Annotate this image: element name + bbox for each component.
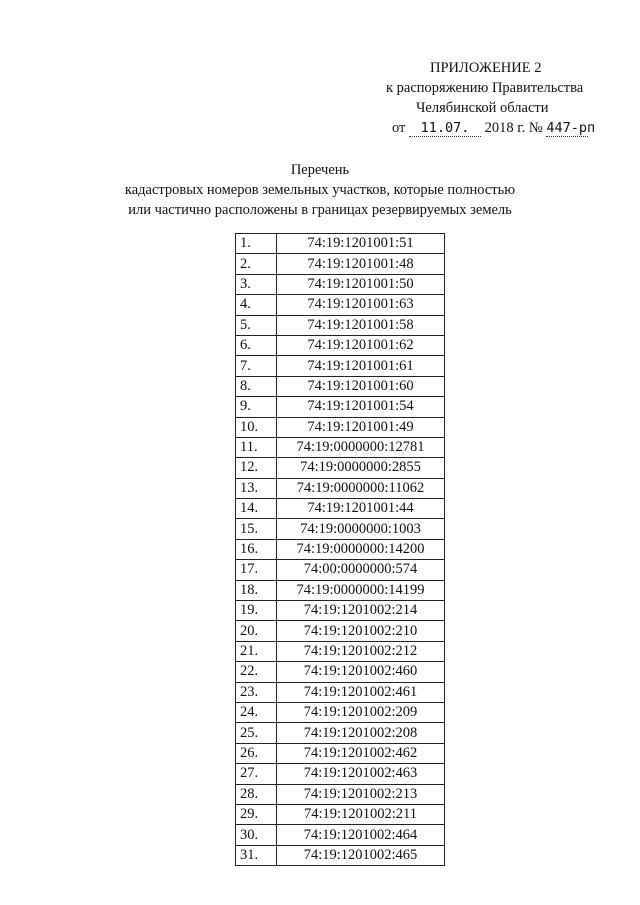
cadastral-number: 74:19:1201002:464 <box>277 825 445 845</box>
order-number: 447-рп <box>546 120 596 136</box>
heading-line-2: кадастровых номеров земельных участков, которые полностью <box>124 182 516 198</box>
table-row <box>236 356 445 376</box>
table-row <box>236 417 445 437</box>
row-number: 26. <box>236 743 277 763</box>
row-number: 8. <box>236 376 277 396</box>
table-row <box>236 519 445 539</box>
cadastral-number: 74:19:1201002:462 <box>277 743 445 763</box>
cadastral-number: 74:19:0000000:12781 <box>277 437 445 457</box>
table-row <box>236 641 445 661</box>
row-number: 21. <box>236 641 277 661</box>
table-row <box>236 743 445 763</box>
appendix-date-line <box>372 118 612 140</box>
table-row <box>236 662 445 682</box>
row-number: 27. <box>236 764 277 784</box>
row-number: 4. <box>236 295 277 315</box>
cadastral-number: 74:19:1201001:61 <box>277 356 445 376</box>
cadastral-table-body <box>236 234 445 866</box>
cadastral-number: 74:19:1201002:211 <box>277 804 445 824</box>
table-row <box>236 601 445 621</box>
row-number: 24. <box>236 702 277 722</box>
cadastral-number: 74:19:1201001:48 <box>277 254 445 274</box>
table-row <box>236 478 445 498</box>
row-number: 1. <box>236 234 277 254</box>
row-number: 7. <box>236 356 277 376</box>
cadastral-number: 74:19:0000000:14199 <box>277 580 445 600</box>
table-row <box>236 335 445 355</box>
table-row <box>236 702 445 722</box>
row-number: 18. <box>236 580 277 600</box>
appendix-order-line: к распоряжению Правительства <box>386 80 584 96</box>
row-number: 5. <box>236 315 277 335</box>
row-number: 12. <box>236 458 277 478</box>
table-row <box>236 315 445 335</box>
row-number: 14. <box>236 499 277 519</box>
cadastral-number: 74:19:1201001:54 <box>277 397 445 417</box>
table-row <box>236 376 445 396</box>
table-row <box>236 458 445 478</box>
row-number: 20. <box>236 621 277 641</box>
row-number: 29. <box>236 804 277 824</box>
cadastral-number: 74:19:1201001:51 <box>277 234 445 254</box>
cadastral-number: 74:19:0000000:11062 <box>277 478 445 498</box>
row-number: 23. <box>236 682 277 702</box>
table-row <box>236 274 445 294</box>
cadastral-number: 74:19:1201001:44 <box>277 499 445 519</box>
cadastral-number: 74:19:1201001:62 <box>277 335 445 355</box>
table-row <box>236 784 445 804</box>
cadastral-number: 74:19:1201001:49 <box>277 417 445 437</box>
heading-title: Перечень <box>290 162 350 178</box>
table-row <box>236 723 445 743</box>
table-row <box>236 825 445 845</box>
row-number: 30. <box>236 825 277 845</box>
cadastral-number: 74:19:1201001:50 <box>277 274 445 294</box>
cadastral-number: 74:19:1201002:210 <box>277 621 445 641</box>
row-number: 31. <box>236 845 277 865</box>
row-number: 15. <box>236 519 277 539</box>
table-row <box>236 560 445 580</box>
row-number: 25. <box>236 723 277 743</box>
row-number: 16. <box>236 539 277 559</box>
cadastral-number: 74:19:1201002:463 <box>277 764 445 784</box>
cadastral-number: 74:19:0000000:2855 <box>277 458 445 478</box>
table-row <box>236 764 445 784</box>
row-number: 3. <box>236 274 277 294</box>
table-row <box>236 580 445 600</box>
year-label: 2018 г. № <box>484 120 543 136</box>
cadastral-table <box>235 233 445 866</box>
cadastral-number: 74:19:1201002:460 <box>277 662 445 682</box>
list-heading <box>80 160 560 220</box>
cadastral-number: 74:19:1201002:208 <box>277 723 445 743</box>
table-row <box>236 539 445 559</box>
table-row <box>236 254 445 274</box>
cadastral-number: 74:00:0000000:574 <box>277 560 445 580</box>
cadastral-number: 74:19:0000000:14200 <box>277 539 445 559</box>
appendix-title: ПРИЛОЖЕНИЕ 2 <box>430 60 542 76</box>
table-row <box>236 295 445 315</box>
cadastral-number: 74:19:1201001:60 <box>277 376 445 396</box>
table-row <box>236 845 445 865</box>
order-date: 11.07. <box>409 120 481 137</box>
row-number: 11. <box>236 437 277 457</box>
table-row <box>236 499 445 519</box>
row-number: 28. <box>236 784 277 804</box>
row-number: 2. <box>236 254 277 274</box>
appendix-header <box>372 58 612 140</box>
appendix-region-line: Челябинской области <box>416 100 549 116</box>
row-number: 9. <box>236 397 277 417</box>
table-row <box>236 621 445 641</box>
from-label: от <box>392 120 406 136</box>
cadastral-number: 74:19:0000000:1003 <box>277 519 445 539</box>
table-row <box>236 682 445 702</box>
table-row <box>236 234 445 254</box>
cadastral-number: 74:19:1201001:58 <box>277 315 445 335</box>
table-row <box>236 804 445 824</box>
cadastral-number: 74:19:1201002:209 <box>277 702 445 722</box>
row-number: 22. <box>236 662 277 682</box>
row-number: 19. <box>236 601 277 621</box>
row-number: 17. <box>236 560 277 580</box>
row-number: 13. <box>236 478 277 498</box>
heading-line-3: или частично расположены в границах резервируемых земель <box>128 202 512 218</box>
table-row <box>236 397 445 417</box>
cadastral-number: 74:19:1201001:63 <box>277 295 445 315</box>
cadastral-number: 74:19:1201002:212 <box>277 641 445 661</box>
row-number: 10. <box>236 417 277 437</box>
cadastral-number: 74:19:1201002:213 <box>277 784 445 804</box>
cadastral-number: 74:19:1201002:465 <box>277 845 445 865</box>
cadastral-number: 74:19:1201002:461 <box>277 682 445 702</box>
table-row <box>236 437 445 457</box>
row-number: 6. <box>236 335 277 355</box>
cadastral-number: 74:19:1201002:214 <box>277 601 445 621</box>
